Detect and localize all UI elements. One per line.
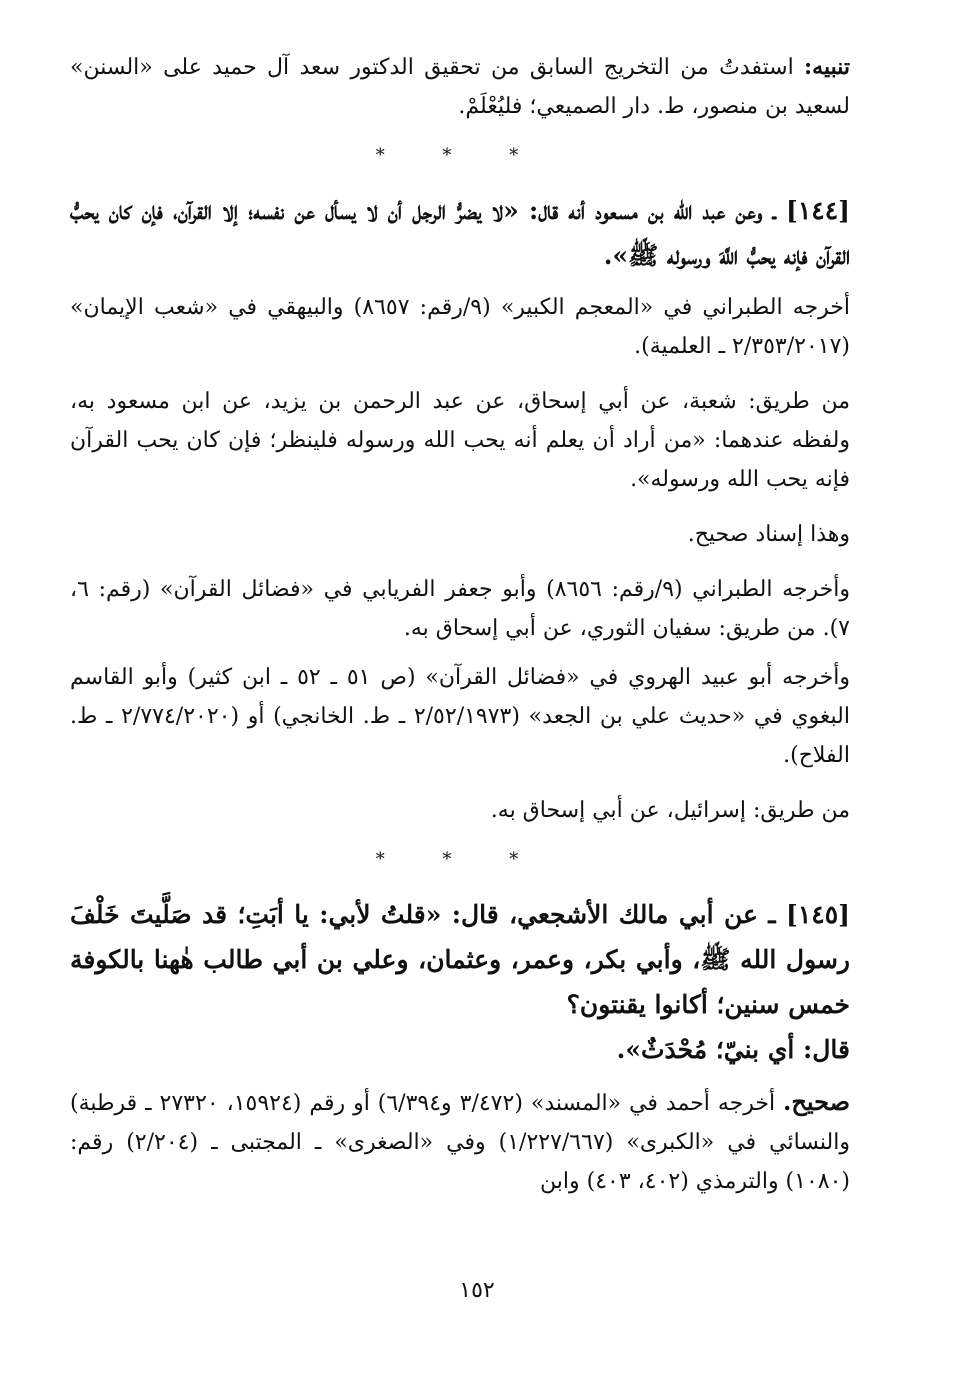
- note-paragraph: [70, 48, 850, 126]
- hadith-145-text: [١٤٥] ـ عن أبي مالك الأشجعي، قال: «قلتُ لأبي: يا أبَتِ؛ قد صَلَّيتَ خَلْفَ رسول الله ﷺ، وأبي بكر، وعمر، وعثمان، وعلي بن أبي طالب هٰهنا بالكوفة خمس سنين؛ أكانوا يقنتون؟: [70, 900, 850, 1019]
- hadith-145-grading: صحيح.: [783, 1087, 851, 1116]
- hadith-145-takhrij-text: أخرجه أحمد في «المسند» (٣/٤٧٢ و٦/٣٩٤) أو رقم (١٥٩٢٤، ٢٧٣٢٠ ـ قرطبة) والنسائي في «الكبرى» (١/٢٢٧/٦٦٧) وفي «الصغرى» ـ المجتبى ـ (٢/٢٠٤) رقم: (١٠٨٠) والترمذي (٤٠٢، ٤٠٣) وابن: [70, 1091, 850, 1194]
- hadith-144-text: [١٤٤] ـ وعن عبد الله بن مسعود أنه قال: «لا يضرُّ الرجل أن لا يسأل عن نفسه؛ إلا القرآن، فإن كان يحبُّ القرآن فإنه يحبُّ اللَّهَ ورسوله ﷺ».: [70, 196, 851, 270]
- hadith-144-takhrij-1: أخرجه الطبراني في «المعجم الكبير» (٩/رقم: ٨٦٥٧) والبيهقي في «شعب الإيمان» (٢/٣٥٣/٢٠١٧ ـ العلمية).: [70, 295, 850, 359]
- section-separator-2: * * *: [375, 849, 545, 870]
- hadith-145-takhrij-1: [70, 1082, 850, 1201]
- hadith-144-takhrij-5: من طريق: إسرائيل، عن أبي إسحاق به.: [490, 798, 850, 823]
- hadith-144-grading: وهذا إسناد صحيح.: [687, 522, 850, 547]
- note-text: استفدتُ من التخريج السابق من تحقيق الدكتور سعد آل حميد على «السنن» لسعيد بن منصور، ط. دار الصميعي؛ فليُعْلَمْ.: [70, 55, 850, 119]
- hadith-144-takhrij-4: وأخرجه أبو عبيد الهروي في «فضائل القرآن» (ص ٥١ ـ ٥٢ ـ ابن كثير) وأبو القاسم البغوي في «حديث علي بن الجعد» (٢/٥٢/١٩٧٣ ـ ط. الخانجي) أو (٢/٧٧٤/٢٠٢٠ ـ ط. الفلاح).: [70, 665, 850, 768]
- hadith-144-takhrij-2: من طريق: شعبة، عن أبي إسحاق، عن عبد الرحمن بن يزيد، عن ابن مسعود به، ولفظه عندهما: «من أراد أن يعلم أنه يحب الله ورسوله فلينظر؛ فإن كان يحب القرآن فإنه يحب الله ورسوله».: [70, 389, 851, 492]
- section-separator: * * *: [375, 145, 545, 166]
- hadith-144-takhrij-3: وأخرجه الطبراني (٩/رقم: ٨٦٥٦) وأبو جعفر الفريابي في «فضائل القرآن» (رقم: ٦، ٧). من طريق: سفيان الثوري، عن أبي إسحاق به.: [70, 577, 850, 641]
- hadith-145-answer: قال: أي بنيّ؛ مُحْدَثٌ».: [616, 1035, 850, 1064]
- note-label: تنبيه:: [804, 54, 850, 80]
- book-page: [70, 48, 850, 1348]
- page-number: ١٥٢: [459, 1278, 495, 1303]
